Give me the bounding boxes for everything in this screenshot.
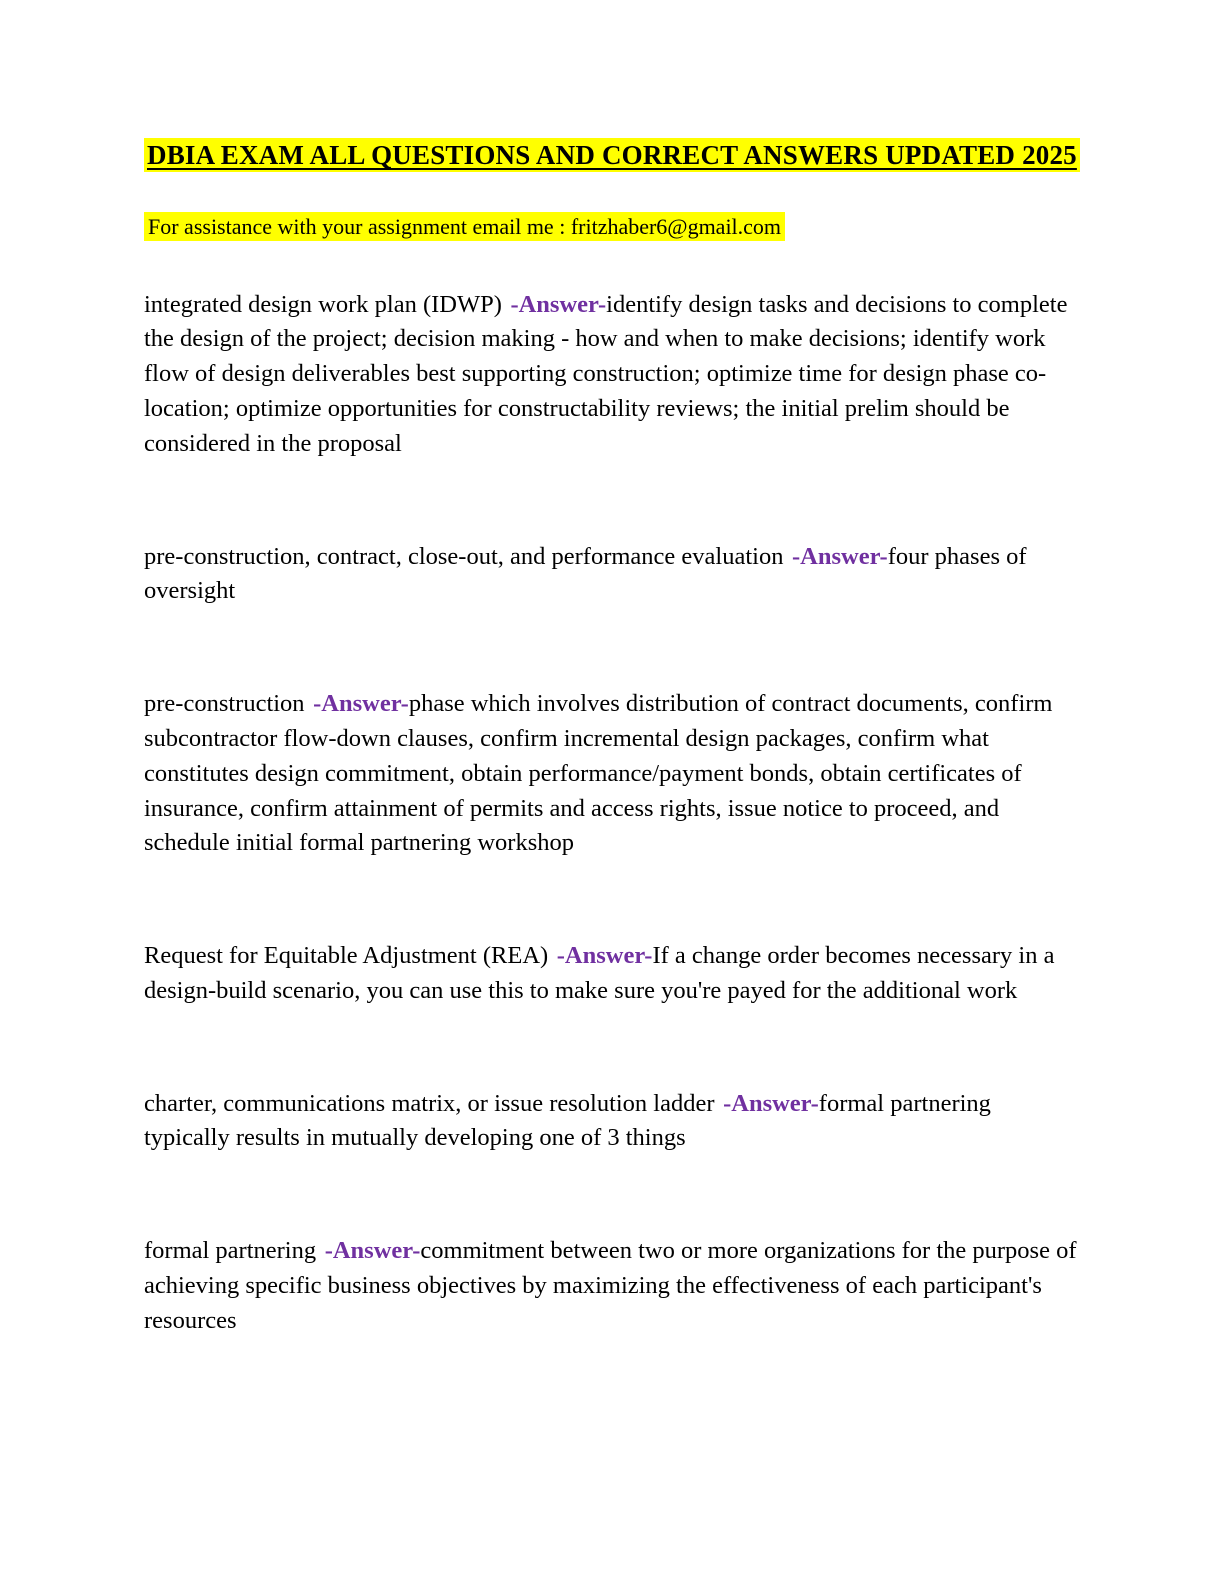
answer-label: -Answer- xyxy=(324,1237,421,1265)
qa-item xyxy=(144,1087,1080,1157)
answer-label: -Answer- xyxy=(313,690,409,718)
document-title xyxy=(144,138,1080,173)
answer-text: four phases of oversight xyxy=(144,542,1027,605)
qa-list xyxy=(144,288,1080,1339)
qa-item xyxy=(144,540,1080,610)
question-text: pre-construction xyxy=(144,690,305,718)
qa-item xyxy=(144,1234,1080,1338)
question-text: integrated design work plan (IDWP) xyxy=(144,290,502,318)
question-text: formal partnering xyxy=(144,1237,317,1265)
title-highlight: DBIA EXAM ALL QUESTIONS AND CORRECT ANSWERS UPDATED 2025 xyxy=(144,138,1080,172)
answer-label: -Answer- xyxy=(510,290,607,318)
question-text: pre-construction, contract, close-out, and performance evaluation xyxy=(144,542,784,570)
contact-line xyxy=(144,213,1080,242)
answer-label: -Answer- xyxy=(556,942,653,970)
qa-item xyxy=(144,939,1080,1009)
answer-text: identify design tasks and decisions to complete the design of the project; decision making - how and when to make decisions; identify work flow of design deliverables best supporting construction; optimize time for design phase co-location; optimize opportunities for constructability reviews; the initial prelim should be considered in the proposal xyxy=(144,290,1068,457)
question-text: Request for Equitable Adjustment (REA) xyxy=(144,942,549,970)
answer-text: If a change order becomes necessary in a design-build scenario, you can use this to make sure you're payed for the additional work xyxy=(144,942,1055,1004)
question-text: charter, communications matrix, or issue resolution ladder xyxy=(144,1089,715,1117)
contact-highlight: For assistance with your assignment email me : fritzhaber6@gmail.com xyxy=(144,212,785,241)
answer-label: -Answer- xyxy=(723,1089,819,1117)
qa-item xyxy=(144,288,1080,462)
qa-item xyxy=(144,687,1080,861)
answer-text: phase which involves distribution of contract documents, confirm subcontractor flow-down clauses, confirm incremental design packages, confirm what constitutes design commitment, obtain performance/payment bonds, obtain certificates of insurance, confirm attainment of permits and access rights, issue notice to proceed, and schedule initial formal partnering workshop xyxy=(144,690,1053,857)
answer-text: commitment between two or more organizations for the purpose of achieving specific business objectives by maximizing the effectiveness of each participant's resources xyxy=(144,1237,1077,1334)
answer-label: -Answer- xyxy=(792,542,888,570)
answer-text: formal partnering typically results in mutually developing one of 3 things xyxy=(144,1089,991,1152)
